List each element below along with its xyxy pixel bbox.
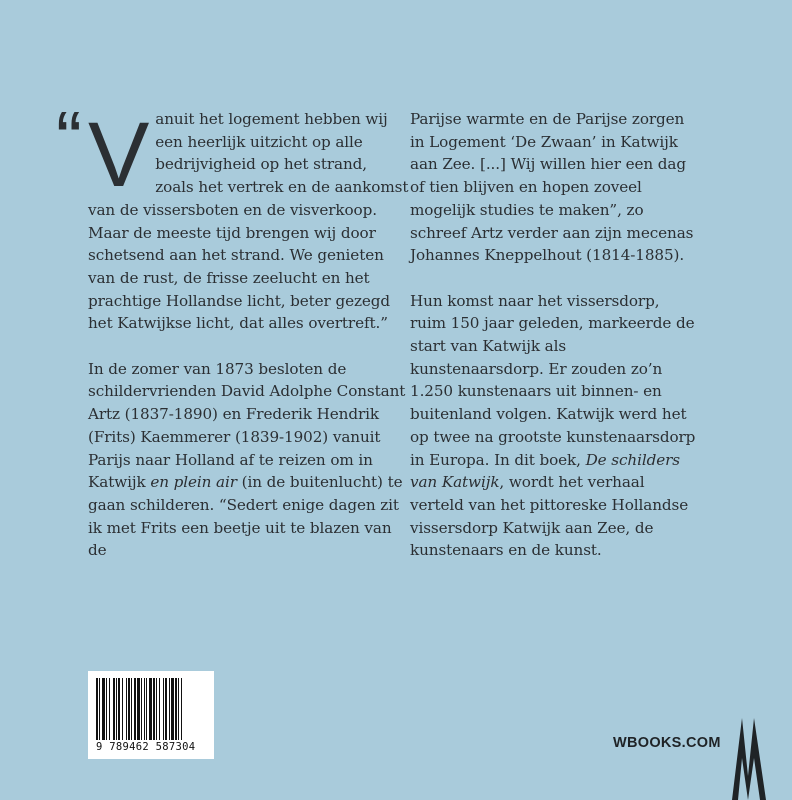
right-column	[410, 108, 700, 562]
quote-text: anuit het logement hebben wij een heerlijk uitzicht op alle bedrijvigheid op het strand, zoals het vertrek en de aankomst van de vissersboten en de visverkoop. Maar de meeste tijd brengen wij door schetsend aan het strand. We genieten van de rust, de frisse zeelucht en het prachtige Hollandse licht, beter gezegd het Katwijkse licht, dat alles overtreft.”	[88, 110, 409, 333]
barcode-bar	[141, 678, 142, 740]
book-text-2: , wordt het verhaal verteld van het pittoreske Hollandse vissersdorp Katwijk aan Zee, de kunstenaars en de kunst.	[410, 473, 689, 560]
barcode-bar	[109, 678, 110, 740]
barcode-bar	[122, 678, 123, 740]
barcode-bar	[128, 678, 130, 740]
barcode-bar	[99, 678, 100, 740]
publisher-website: WBOOKS.COM	[613, 735, 721, 751]
barcode-bar	[171, 678, 174, 740]
barcode-bar	[106, 678, 107, 740]
barcode-bar	[169, 678, 170, 740]
w-logo-icon	[732, 718, 766, 800]
barcode-bar	[116, 678, 117, 740]
barcode-bar	[144, 678, 145, 740]
barcode-digits: 9 789462 587304	[96, 741, 196, 753]
history-text-2: (in de buitenlucht) te gaan schilderen. “Sedert enige dagen zit ik met Frits een beetje uit te blazen van de	[88, 473, 403, 560]
barcode-bar	[165, 678, 167, 740]
left-column	[88, 104, 410, 562]
barcode-bar	[118, 678, 120, 740]
book-title-italic: De schilders van Katwijk	[410, 450, 680, 492]
history-paragraph	[88, 358, 410, 562]
barcode-bar	[96, 678, 98, 740]
barcode-bar	[159, 678, 160, 740]
barcode-bar	[126, 678, 127, 740]
barcode-bar	[146, 678, 147, 740]
history-italic: en plein air	[150, 473, 237, 492]
drop-cap: V	[88, 104, 150, 206]
barcode-bar	[149, 678, 152, 740]
barcode-bar	[137, 678, 140, 740]
barcode-bar	[153, 678, 155, 740]
barcode-bar	[134, 678, 136, 740]
barcode-bar	[175, 678, 177, 740]
quote-paragraph	[88, 104, 410, 335]
barcode-bar	[181, 678, 182, 740]
barcode-bar	[131, 678, 132, 740]
book-paragraph	[410, 290, 700, 562]
opening-quote-mark: “	[56, 95, 78, 183]
barcode-bar	[113, 678, 115, 740]
history-text-1: In de zomer van 1873 besloten de schildervrienden David Adolphe Constant Artz (1837-1890) en Frederik Hendrik (Frits) Kaemmerer (1839-1902) vanuit Parijs naar Holland af te reizen om in Katwijk	[88, 359, 406, 492]
barcode-bar	[163, 678, 164, 740]
barcode-bars	[96, 678, 206, 740]
continuation-paragraph: Parijse warmte en de Parijse zorgen in Logement ‘De Zwaan’ in Katwijk aan Zee. [...] Wij willen hier een dag of tien blijven en hopen zoveel mogelijk studies te maken”, zo schreef Artz verder aan zijn mecenas Johannes Kneppelhout (1814-1885).	[410, 110, 694, 265]
barcode-bar	[178, 678, 179, 740]
barcode-bar	[102, 678, 105, 740]
book-text-1: Hun komst naar het vissersdorp, ruim 150 jaar geleden, markeerde de start van Katwijk als kunstenaarsdorp. Er zouden zo’n 1.250 kunstenaars uit binnen- en buitenland volgen. Katwijk werd het op twee na grootste kunstenaarsdorp in Europa. In dit boek,	[410, 291, 696, 469]
isbn-barcode	[88, 671, 214, 759]
barcode-bar	[156, 678, 157, 740]
